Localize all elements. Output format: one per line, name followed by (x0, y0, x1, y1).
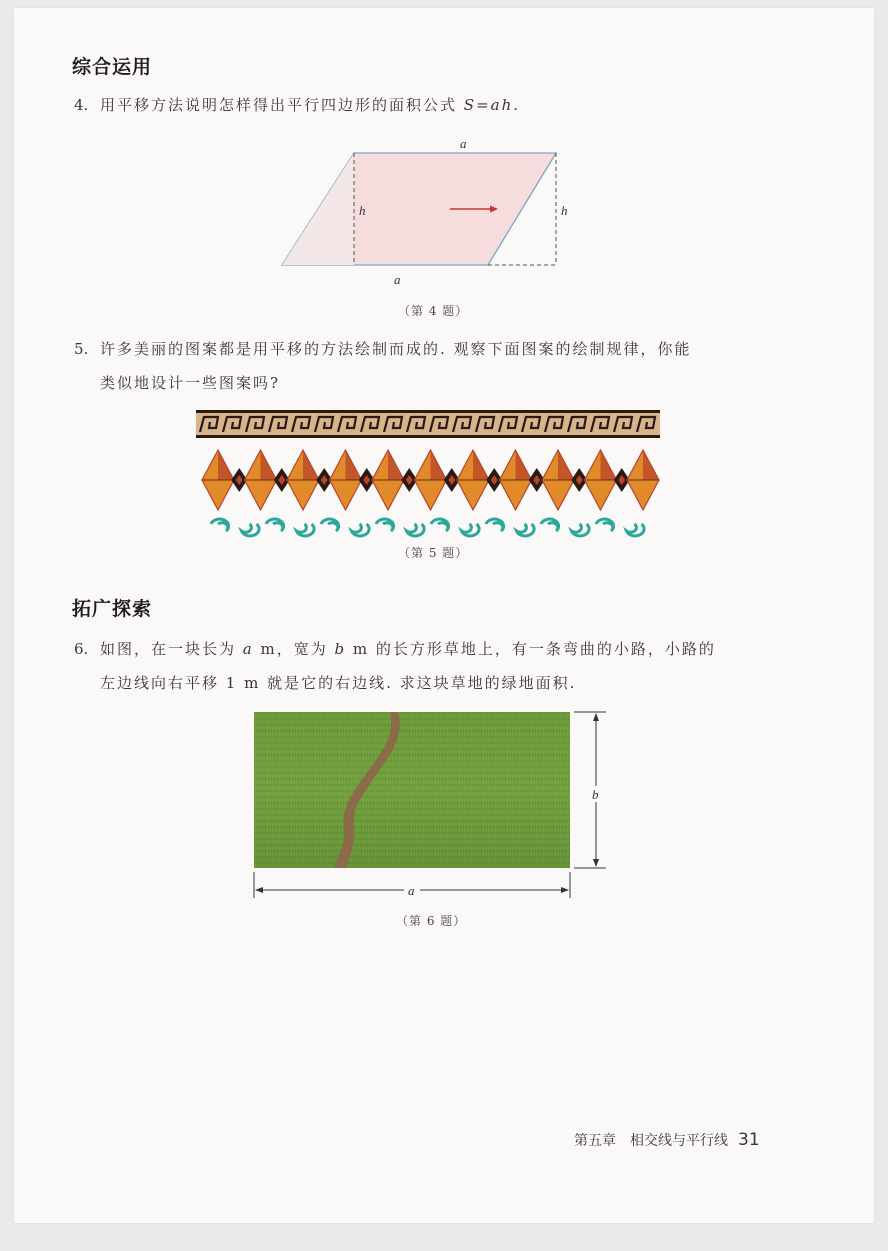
wave-curl (541, 519, 559, 531)
problem-5-line1: 许多美丽的图案都是用平移的方法绘制而成的. 观察下面图案的绘制规律，你能 (100, 340, 692, 358)
var-a: a (242, 640, 254, 658)
problem-number: 5. (74, 340, 89, 358)
problem-6-text-c: m 的长方形草地上，有一条弯曲的小路，小路的 (346, 640, 716, 658)
parallelogram-figure (264, 136, 584, 286)
caption-6: （第 6 题） (396, 914, 467, 928)
period: . (513, 96, 521, 114)
caption-5: （第 5 题） (398, 546, 469, 560)
problem-5 (74, 332, 794, 400)
page-footer (574, 1130, 760, 1150)
textbook-page (14, 8, 874, 1223)
label-h-right: h (561, 203, 568, 218)
caption-4: （第 4 题） (398, 304, 469, 318)
wave-curl (596, 519, 614, 531)
wave-curl (376, 519, 394, 531)
wave-curl (462, 524, 480, 536)
label-a-top: a (460, 136, 467, 151)
chapter-title: 第五章 相交线与平行线 (574, 1133, 728, 1149)
problem-5-line2: 类似地设计一些图案吗? (100, 374, 281, 392)
wave-curl (211, 519, 229, 531)
arrow-right-icon (561, 887, 569, 893)
meander-band (196, 410, 660, 438)
wave-curl (352, 524, 370, 536)
pattern-figure (190, 408, 666, 538)
wave-curl (297, 524, 315, 536)
label-a-bottom: a (394, 272, 401, 286)
label-b: b (592, 787, 599, 802)
diamond-row (202, 450, 659, 510)
section-title-exploration: 拓广探索 (72, 598, 153, 620)
arrow-up-icon (593, 713, 599, 721)
wave-curl (266, 519, 284, 531)
formula-ah: ah (490, 96, 514, 114)
meander-bottom-border (196, 435, 660, 438)
page-number: 31 (738, 1130, 760, 1150)
arrow-down-icon (593, 859, 599, 867)
var-b: b (334, 640, 347, 658)
problem-number: 4. (74, 96, 89, 114)
wave-curl (321, 519, 339, 531)
problem-number: 6. (74, 640, 89, 658)
meander-top-border (196, 410, 660, 413)
wave-curl (486, 519, 504, 531)
label-a: a (408, 883, 415, 898)
problem-4-text: 用平移方法说明怎样得出平行四边形的面积公式 (100, 96, 464, 114)
wave-curl (517, 524, 535, 536)
section-title-comprehensive: 综合运用 (72, 56, 153, 78)
wave-curl (572, 524, 590, 536)
wave-curl (407, 524, 425, 536)
wave-curl (627, 524, 645, 536)
grass-figure (246, 708, 626, 900)
wave-curl (431, 519, 449, 531)
label-h-left: h (359, 203, 366, 218)
lawn-texture (254, 712, 570, 868)
formula-s: S (463, 96, 477, 114)
problem-6-text-a: 如图，在一块长为 (100, 640, 243, 658)
problem-6-line2: 左边线向右平移 1 m 就是它的右边线. 求这块草地的绿地面积. (100, 674, 577, 692)
problem-6 (74, 632, 794, 700)
wave-curl (242, 524, 260, 536)
problem-4 (74, 88, 794, 122)
arrow-left-icon (255, 887, 263, 893)
formula-eq: = (476, 96, 491, 114)
problem-6-text-b: m，宽为 (253, 640, 335, 658)
wave-row (211, 519, 644, 536)
